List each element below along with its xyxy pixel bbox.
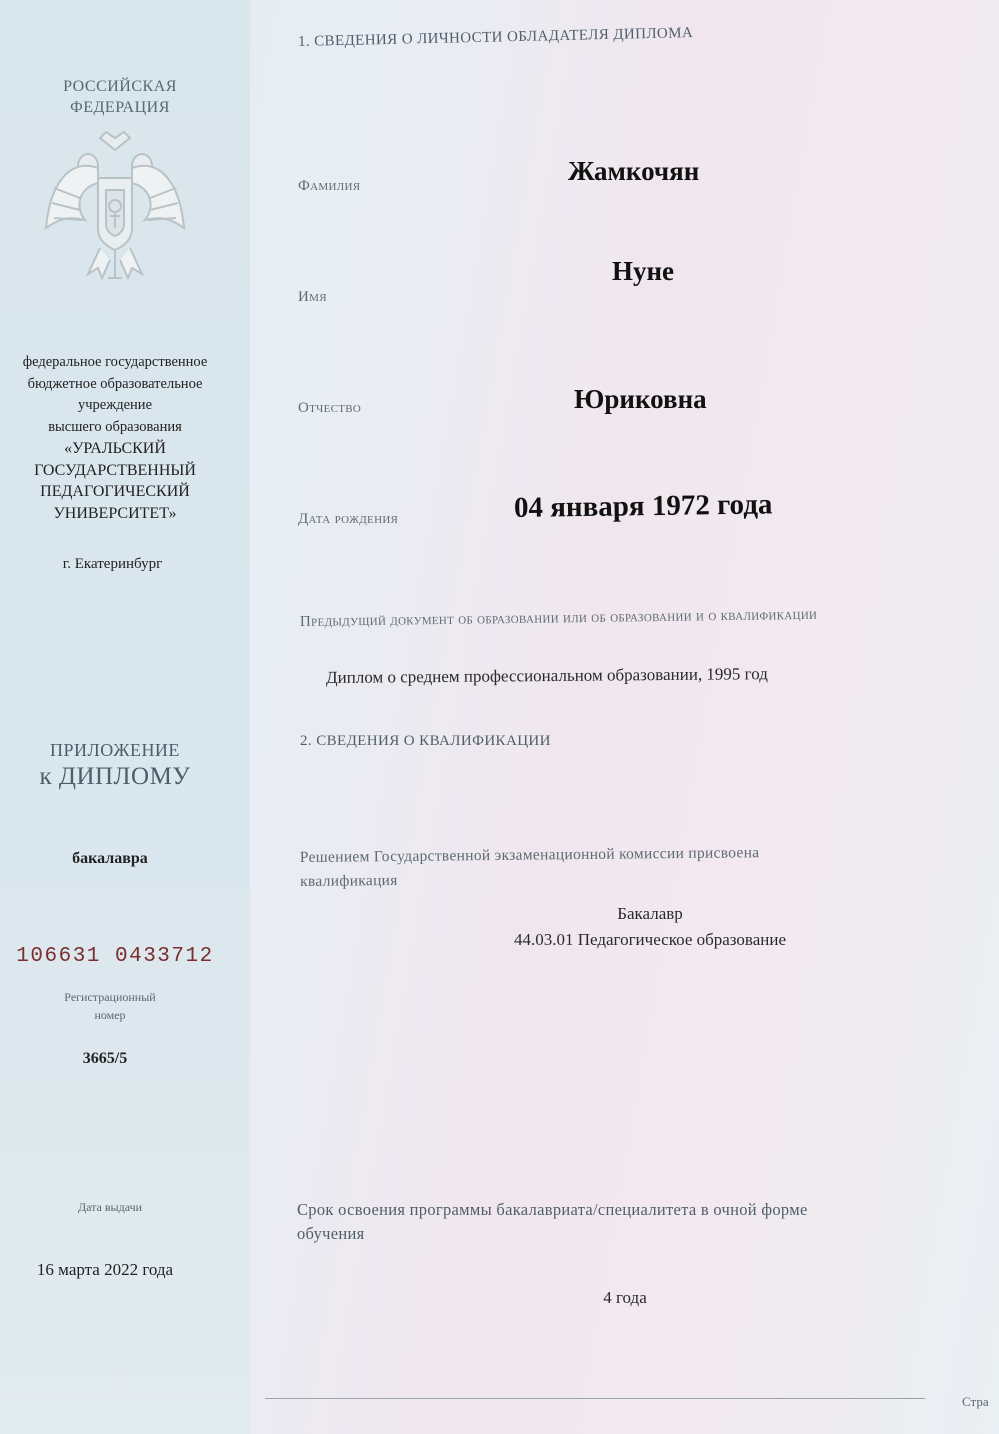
institution-line-7: ПЕДАГОГИЧЕСКИЙ: [40, 483, 190, 500]
qualification-value: Бакалавр: [617, 904, 683, 923]
serial-number: 106631 0433712: [16, 945, 214, 968]
surname-label: Фамилия: [298, 178, 361, 194]
institution-line-8: УНИВЕРСИТЕТ»: [53, 504, 177, 522]
registration-label-line-2: номер: [94, 1008, 126, 1022]
appendix-line-2: к ДИПЛОМУ: [39, 763, 191, 790]
registration-number: 3665/5: [82, 1050, 128, 1067]
study-term-line-1: Срок освоения программы бакалавриата/специалитета в очной форме: [297, 1200, 808, 1219]
institution-line-2: бюджетное образовательное: [27, 375, 203, 392]
study-term-line-2: обучения: [297, 1224, 365, 1243]
country-line-1: РОССИЙСКАЯ: [63, 78, 177, 95]
institution-line-5: «УРАЛЬСКИЙ: [64, 440, 166, 457]
decision-text: [300, 841, 760, 894]
patronymic-label: Отчество: [298, 400, 362, 416]
registration-label-line-1: Регистрационный: [64, 990, 156, 1004]
decision-line-2: квалификация: [300, 871, 398, 890]
appendix-title: [10, 740, 220, 791]
previous-document-label: Предыдущий документ об образовании или об образовании и о квалификации: [299, 606, 818, 630]
page-label: Стра: [962, 1394, 989, 1409]
name-label: Имя: [298, 289, 327, 305]
institution-line-1: федеральное государственное: [22, 354, 208, 370]
city: г. Екатеринбург: [62, 556, 163, 572]
institution-line-4: высшего образования: [48, 418, 182, 435]
section-2-title: 2. СВЕДЕНИЯ О КВАЛИФИКАЦИИ: [300, 733, 551, 749]
specialty-value: 44.03.01 Педагогическое образование: [513, 930, 787, 949]
institution-name: [0, 352, 230, 524]
previous-document-value: Диплом о среднем профессиональном образовании, 1995 год: [325, 664, 768, 687]
patronymic-value: Юриковна: [574, 384, 707, 414]
birth-date-value: 04 января 1972 года: [513, 488, 773, 524]
study-term-text: [297, 1198, 808, 1246]
country-name: [30, 76, 210, 118]
registration-label: [5, 988, 215, 1024]
coat-of-arms-icon: [40, 128, 190, 288]
section-1-title: 1. СВЕДЕНИЯ О ЛИЧНОСТИ ОБЛАДАТЕЛЯ ДИПЛОМА: [297, 25, 694, 50]
appendix-line-1: ПРИЛОЖЕНИЕ: [50, 740, 180, 760]
institution-line-6: ГОСУДАРСТВЕННЫЙ: [34, 461, 196, 479]
country-line-2: ФЕДЕРАЦИЯ: [70, 99, 170, 116]
issue-date-label: Дата выдачи: [77, 1200, 143, 1214]
decision-line-1: Решением Государственной экзаменационной комиссии присвоена: [299, 844, 760, 867]
institution-line-3: учреждение: [77, 397, 152, 413]
birth-date-label: Дата рождения: [298, 511, 399, 527]
issue-date: 16 марта 2022 года: [36, 1260, 174, 1279]
footer-divider: [265, 1398, 925, 1399]
degree-level: бакалавра: [72, 850, 148, 867]
name-value: Нуне: [612, 256, 675, 286]
surname-value: Жамкочян: [568, 156, 700, 186]
study-term-value: 4 года: [603, 1288, 647, 1307]
